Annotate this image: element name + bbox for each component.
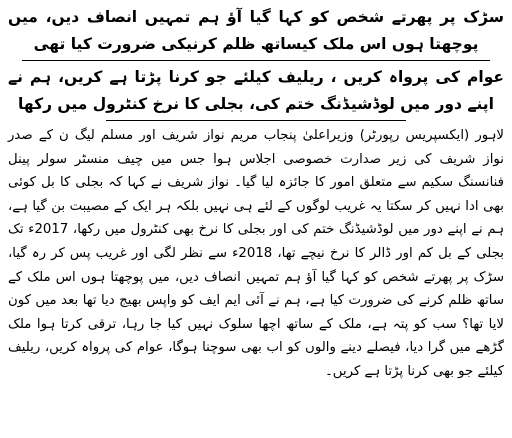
article-divider xyxy=(106,120,406,121)
headline-primary: سڑک پر پھرتے شخص کو کہا گیا آؤ ہم تمہیں انصاف دیں، میں پوچھتا ہوں اس ملک کیساتھ ظلم کرنیکی ضرورت کیا تھی xyxy=(8,8,504,53)
headline-secondary: عوام کی پرواہ کریں ، ریلیف کیلئے جو کرنا پڑتا ہے کریں، ہم نے اپنے دور میں لوڈشیڈنگ ختم کی، بجلی کا نرخ کنٹرول میں رکھا xyxy=(8,68,504,113)
article-body: لاہور (ایکسپریس رپورٹر) وزیراعلیٰ پنجاب مریم نواز شریف اور مسلم لیگ ن کے صدر نواز شریف کی زیر صدارت خصوصی اجلاس ہوا جس میں چیف منسٹر سولر پینل فنانسنگ سکیم سے متعلق امور کا جائزہ لیا گیا۔ نواز شریف نے کہا کہ بجلی کا بل کوئی بھی ادا نہیں کر سکتا یہ غریب لوگوں کے لئے ہی نہیں بلکہ ہر ایک کے مصیبت بن گیا ہے، ہم نے اپنے دور میں لوڈشیڈنگ ختم کی اور بجلی کا نرخ بھی کنٹرول میں رکھا، 2017ء تک بجلی کے بل کم اور ڈالر کا نرخ نیچے تھا، 2018ء سے نظر لگی اور غریب پس کر رہ گیا، سڑک پر پھرتے شخص کو کہا گیا آؤ ہم تمہیں انصاف دیں، میں پوچھتا ہوں اس ملک کے ساتھ ظلم کرنے کی ضرورت کیا ہے، ہم نے آئی ایم ایف کو واپس بھیج دیا تھا بعد میں کون لایا تھا؟ سب کو پتہ ہے، ملک کے ساتھ اچھا سلوک نہیں کیا جا رہا، ترقی کرتا ہوا ملک گڑھے میں گرا دیا، فیصلے دینے والوں کو اب بھی سوچنا ہوگا، عوام کی پرواہ کریں، ریلیف کیلئے جو بھی کرنا پڑتا ہے کریں۔ xyxy=(8,128,504,379)
headline-divider xyxy=(22,60,490,61)
